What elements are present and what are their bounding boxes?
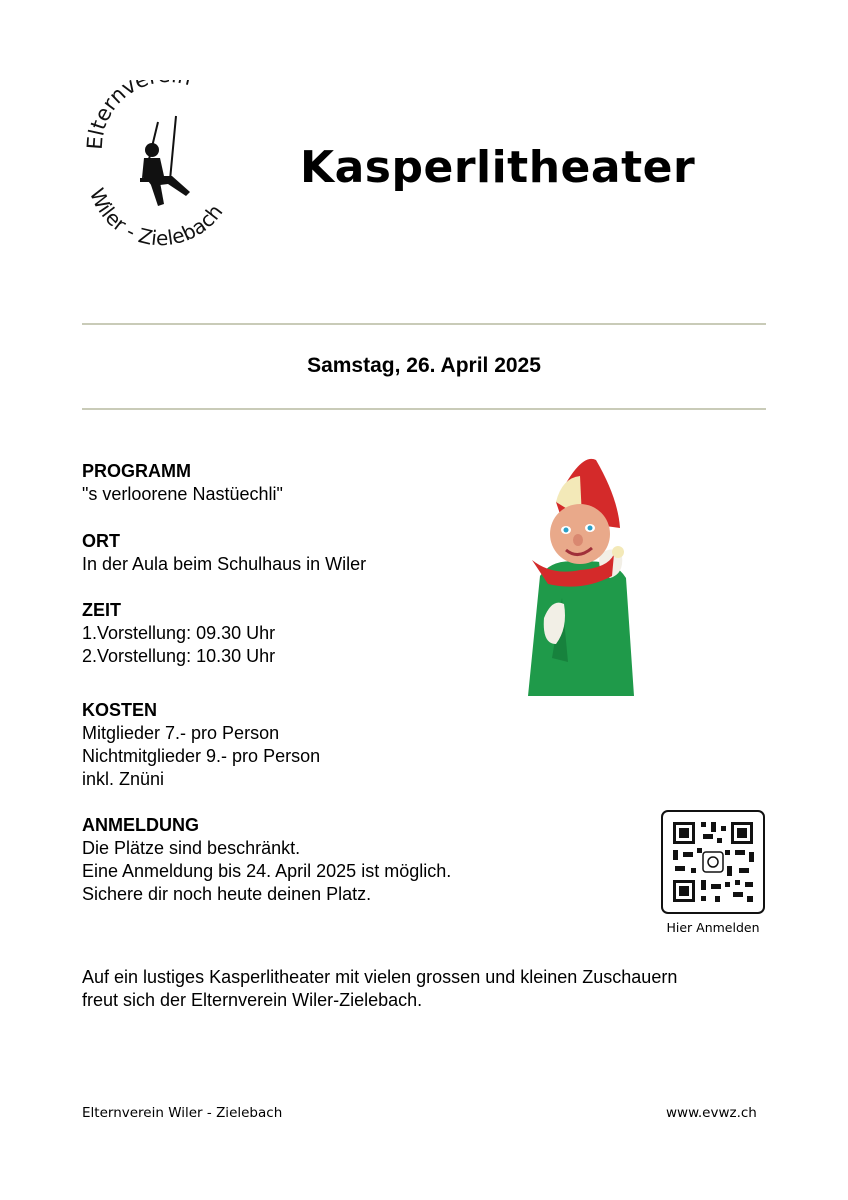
section-anmeldung: [82, 814, 451, 906]
section-line: inkl. Znüni: [82, 769, 165, 789]
kasper-puppet-image: [522, 458, 640, 698]
registration-qr-code[interactable]: [661, 810, 765, 914]
closing-line: Auf ein lustiges Kasperlitheater mit vielen grossen und kleinen Zuschauern: [82, 967, 678, 987]
section-line: 2.Vorstellung: 10.30 Uhr: [82, 646, 276, 666]
section-kosten: [82, 699, 320, 791]
section-heading: ANMELDUNG: [82, 815, 199, 835]
section-heading: KOSTEN: [82, 700, 158, 720]
section-zeit: [82, 599, 275, 668]
section-heading: ZEIT: [82, 600, 121, 620]
section-programm: [82, 460, 283, 506]
divider-top: [82, 323, 766, 325]
logo-text-top: Elternve: [82, 80, 152, 151]
section-line: 1.Vorstellung: 09.30 Uhr: [82, 623, 276, 643]
swinging-child-icon: [140, 143, 190, 206]
divider-bottom: [82, 408, 766, 410]
event-date: Samstag, 26. April 2025: [307, 354, 541, 377]
section-line: Mitglieder 7.- pro Person: [82, 723, 280, 743]
section-line: Sichere dir noch heute deinen Platz.: [82, 884, 372, 904]
qr-label: Hier Anmelden: [666, 920, 760, 935]
section-line: Nichtmitglieder 9.- pro Person: [82, 746, 321, 766]
closing-text: [82, 966, 782, 1012]
page-title: Kasperlitheater: [300, 142, 696, 193]
section-line: Die Plätze sind beschränkt.: [82, 838, 301, 858]
footer-organization: Elternverein Wiler - Zielebach: [82, 1105, 283, 1121]
closing-line: freut sich der Elternverein Wiler-Zielebach.: [82, 990, 423, 1010]
section-heading: PROGRAMM: [82, 461, 191, 481]
section-line: "s verloorene Nastüechli": [82, 484, 283, 504]
section-heading: ORT: [82, 531, 120, 551]
section-line: Eine Anmeldung bis 24. April 2025 ist möglich.: [82, 861, 452, 881]
section-line: In der Aula beim Schulhaus in Wiler: [82, 554, 367, 574]
footer-website-link[interactable]: www.evwz.ch: [666, 1105, 757, 1121]
logo-text-bottom: Wiler - Zielebach: [84, 184, 228, 250]
section-ort: [82, 530, 366, 576]
elternverein-logo: [80, 80, 250, 250]
